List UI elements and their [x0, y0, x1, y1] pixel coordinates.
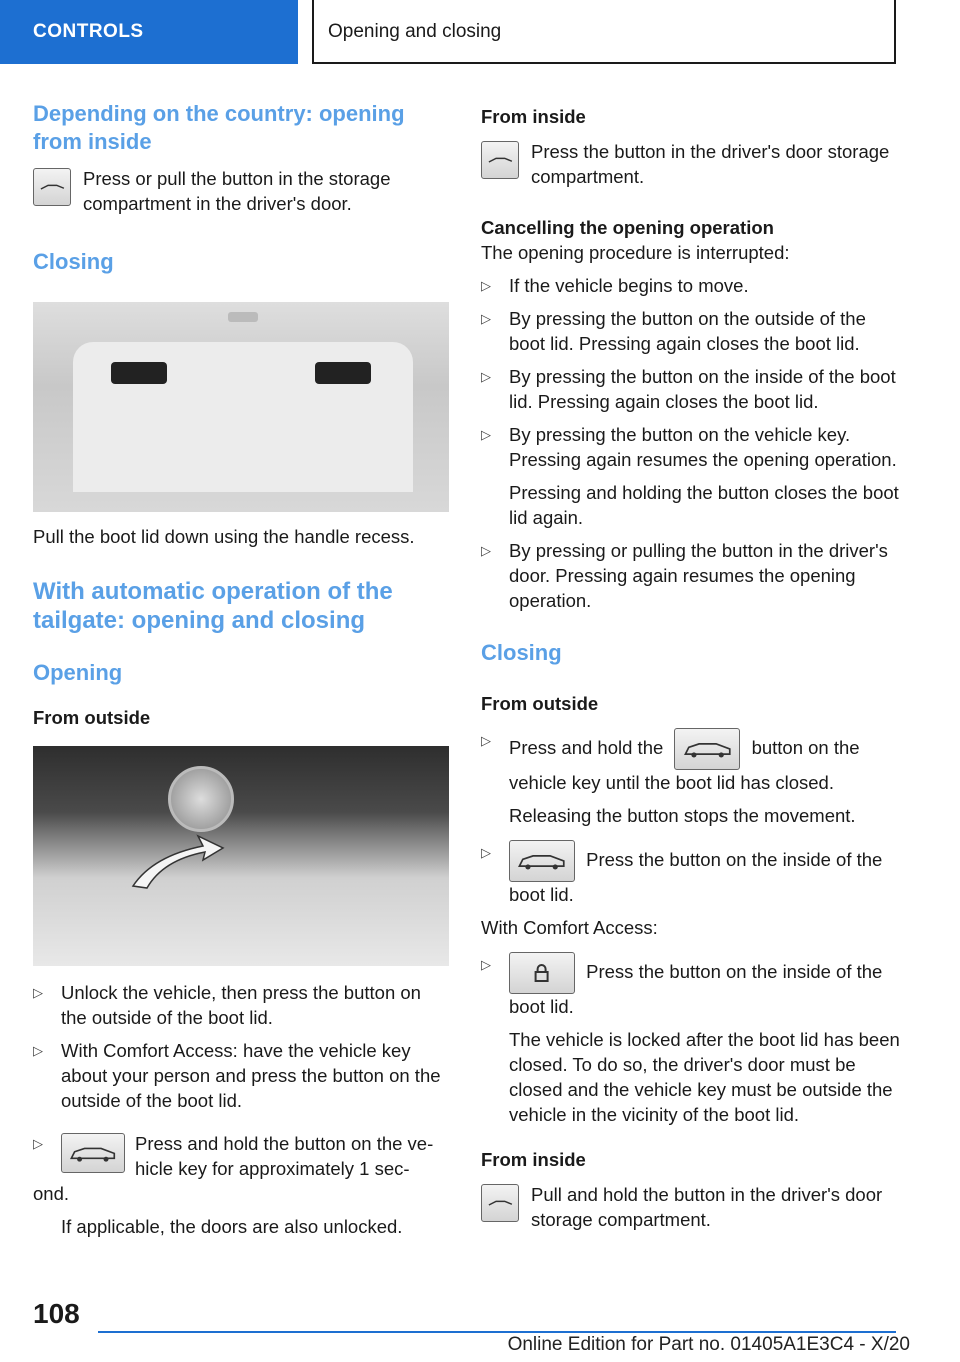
boot-lid-exterior-image	[33, 746, 449, 966]
triangle-bullet-icon: ▷	[481, 427, 491, 442]
depending-text: Press or pull the button in the storage compartment in the driver's door.	[83, 168, 391, 214]
heading-from-inside: From inside	[481, 106, 586, 127]
door-button-icon	[481, 141, 519, 179]
car-tailgate-icon	[61, 1133, 125, 1173]
right-column	[481, 104, 901, 1232]
heading-from-outside: From outside	[33, 707, 151, 728]
cl3-note: The vehicle is locked after the boot lid has been closed. To do so, the driver's door must be closed and the vehicle key must be outside the vehicle in the vicinity of the boot lid.	[509, 1029, 900, 1125]
inside-row	[481, 139, 901, 189]
list-item: ▷ By pressing the button on the inside of the boot lid. Pressing again closes the boot lid.	[481, 366, 896, 412]
page-title: Opening and closing	[312, 0, 896, 64]
c4-note: Pressing and holding the button closes the boot lid again.	[509, 482, 899, 528]
triangle-bullet-icon: ▷	[33, 1043, 43, 1058]
heading-closing-right: Closing	[481, 640, 562, 665]
heading-depending: Depending on the country: opening from inside	[33, 101, 405, 154]
list-item: ▷ Press the button on the inside of the boot lid.	[481, 952, 901, 1019]
lock-icon	[509, 952, 575, 994]
triangle-bullet-icon: ▷	[33, 1136, 43, 1151]
footer-edition: Online Edition for Part no. 01405A1E3C4 - X/20	[507, 1334, 910, 1355]
page-number: 108	[33, 1298, 80, 1329]
list-item: ▷ By pressing the button on the vehicle key. Pressing again resumes the opening operation.	[481, 424, 897, 470]
depending-row	[33, 166, 449, 216]
door-button-icon	[481, 1184, 519, 1222]
triangle-bullet-icon: ▷	[481, 957, 491, 972]
list-item: ▷ By pressing or pulling the button in the driver's door. Pressing again resumes the opening operation.	[481, 540, 888, 611]
inside-text: Press the button in the driver's door storage compartment.	[531, 141, 890, 187]
heading-closing: Closing	[33, 249, 114, 274]
comfort-access-label: With Comfort Access:	[481, 917, 658, 938]
triangle-bullet-icon: ▷	[481, 369, 491, 384]
heading-auto: With automatic operation of the tailgate: opening and closing	[33, 578, 393, 634]
triangle-bullet-icon: ▷	[481, 733, 491, 748]
triangle-bullet-icon: ▷	[481, 311, 491, 326]
closing-text: Pull the boot lid down using the handle recess.	[33, 526, 415, 547]
section-tab: CONTROLS	[0, 0, 298, 64]
list-item: ▷ Press and hold the button on the vehicle key until the boot lid has closed.	[481, 728, 901, 795]
list-item: ▷ Press and hold the button on the ve- hicle key for approximately 1 sec- ond.	[33, 1133, 434, 1204]
heading-from-outside-right: From outside	[481, 693, 599, 714]
left-column	[33, 100, 449, 1239]
cancel-intro: The opening procedure is interrupted:	[481, 242, 790, 263]
list-item: ▷ By pressing the button on the outside of the boot lid. Pressing again closes the boot lid.	[481, 308, 866, 354]
triangle-bullet-icon: ▷	[481, 845, 491, 860]
heading-opening: Opening	[33, 660, 123, 685]
cl1-note: Releasing the button stops the movement.	[509, 805, 856, 826]
boot-lid-interior-image	[33, 302, 449, 512]
heading-from-inside-2: From inside	[481, 1149, 586, 1170]
list-item: ▷ Unlock the vehicle, then press the button on the outside of the boot lid.	[33, 982, 421, 1028]
list-item: ▷ If the vehicle begins to move.	[481, 275, 749, 296]
list-item: ▷ With Comfort Access: have the vehicle key about your person and press the button on the outside of the boot lid.	[33, 1040, 441, 1111]
bullet3-note: If applicable, the doors are also unlocked.	[61, 1216, 403, 1237]
heading-cancel: Cancelling the opening operation	[481, 217, 774, 238]
car-tailgate-icon	[674, 728, 740, 770]
inside2-text: Pull and hold the button in the driver's door storage compartment.	[531, 1184, 883, 1230]
triangle-bullet-icon: ▷	[481, 543, 491, 558]
car-tailgate-icon	[509, 840, 575, 882]
list-item: ▷ Press the button on the inside of the boot lid.	[481, 840, 901, 907]
triangle-bullet-icon: ▷	[33, 985, 43, 1000]
triangle-bullet-icon: ▷	[481, 278, 491, 293]
door-button-icon	[33, 168, 71, 206]
inside2-row	[481, 1182, 901, 1232]
footer-divider	[98, 1331, 896, 1333]
